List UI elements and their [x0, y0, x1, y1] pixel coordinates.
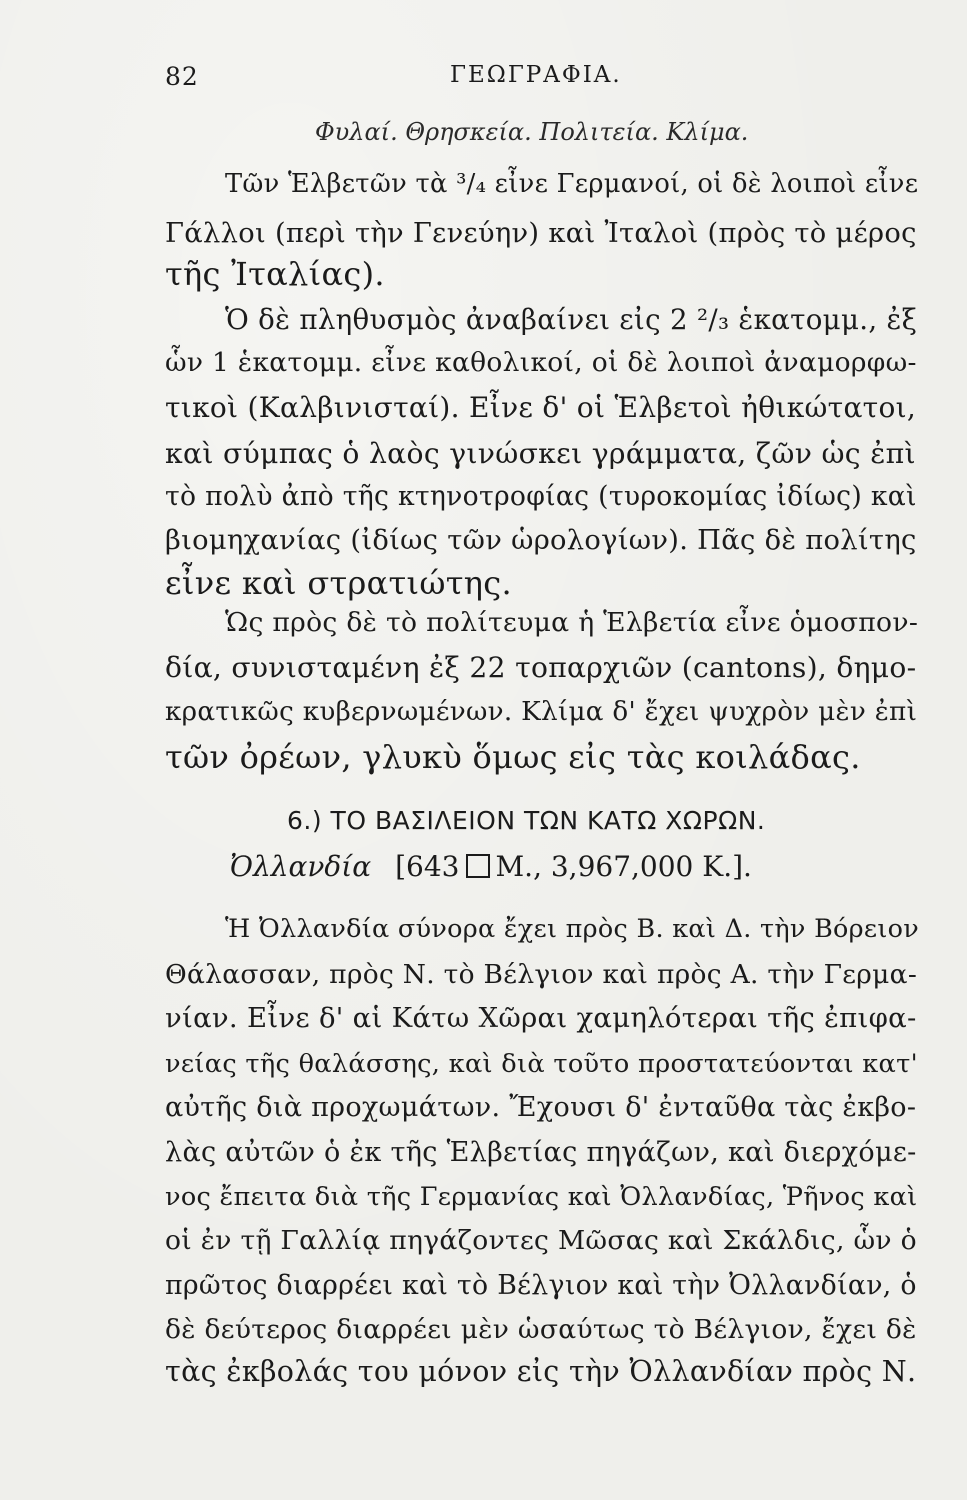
text-line: πρῶτος διαρρέει καὶ τὸ Βέλγιον καὶ τὴν Ὀλλανδίαν, ὁ: [165, 1270, 917, 1301]
text-line: τῶν ὀρέων, γλυκὺ ὅμως εἰς τὰς κοιλάδας.: [165, 738, 861, 776]
running-title: ΓΕΩΓΡΑΦΙΑ.: [450, 62, 622, 88]
country-name: Ὀλλανδία: [230, 850, 372, 883]
text-line: δὲ δεύτερος διαρρέει μὲν ὡσαύτως τὸ Βέλγιον, ἔχει δὲ: [165, 1314, 917, 1345]
section-title: 6.) ΤΟ ΒΑΣΙΛΕΙΟΝ ΤΩΝ ΚΑΤΩ ΧΩΡΩΝ.: [287, 806, 766, 835]
text-line: βιομηχανίας (ἰδίως τῶν ὡρολογίων). Πᾶς δὲ πολίτης: [165, 525, 917, 556]
square-miles-icon: [466, 854, 490, 878]
text-line: οἱ ἐν τῇ Γαλλίᾳ πηγάζοντες Μῶσας καὶ Σκάλδις, ὧν ὁ: [165, 1225, 917, 1256]
text-line: εἶνε καὶ στρατιώτης.: [165, 564, 512, 602]
text-line: Ἡ Ὀλλανδία σύνορα ἔχει πρὸς Β. καὶ Δ. τὴν Βόρειον: [225, 913, 920, 943]
page-header: [165, 62, 915, 98]
text-line: λὰς αὐτῶν ὁ ἐκ τῆς Ἑλβετίας πηγάζων, καὶ διερχόμε-: [165, 1137, 917, 1168]
text-line: αὐτῆς διὰ προχωμάτων. Ἔχουσι δ' ἐνταῦθα τὰς ἐκβο-: [165, 1092, 917, 1123]
text-line: νίαν. Εἶνε δ' αἱ Κάτω Χῶραι χαμηλότεραι τῆς ἐπιφα-: [165, 1002, 917, 1034]
text-line: Γάλλοι (περὶ τὴν Γενεύην) καὶ Ἰταλοὶ (πρὸς τὸ μέρος: [165, 218, 917, 249]
page-number: 82: [165, 62, 199, 91]
country-heading: [230, 850, 752, 883]
text-line: κρατικῶς κυβερνωμένων. Κλίμα δ' ἔχει ψυχρὸν μὲν ἐπὶ: [165, 697, 918, 727]
text-line: νείας τῆς θαλάσσης, καὶ διὰ τοῦτο προστατεύονται κατ': [165, 1049, 918, 1079]
text-line: τὰς ἐκβολάς του μόνον εἰς τὴν Ὀλλανδίαν πρὸς Ν.: [165, 1355, 917, 1388]
text-line: καὶ σύμπας ὁ λαὸς γινώσκει γράμματα, ζῶν ὡς ἐπὶ: [165, 437, 916, 470]
country-stats: M., 3,967,000 K.].: [495, 850, 752, 883]
text-line: νος ἔπειτα διὰ τῆς Γερμανίας καὶ Ὀλλανδίας, Ῥῆνος καὶ: [165, 1182, 918, 1212]
text-line: τῆς Ἰταλίας).: [165, 255, 385, 293]
subheading: Φυλαί. Θρησκεία. Πολιτεία. Κλίμα.: [315, 118, 749, 146]
text-line: τὸ πολὺ ἀπὸ τῆς κτηνοτροφίας (τυροκομίας ἰδίως) καὶ: [165, 481, 917, 512]
text-line: Ὡς πρὸς δὲ τὸ πολίτευμα ἡ Ἑλβετία εἶνε ὁμοσπον-: [225, 607, 919, 638]
text-line: Ὁ δὲ πληθυσμὸς ἀναβαίνει εἰς 2 ²/₃ ἑκατομμ., ἐξ: [225, 303, 918, 336]
text-line: Τῶν Ἑλβετῶν τὰ ³/₄ εἶνε Γερμανοί, οἱ δὲ λοιποὶ εἶνε: [225, 169, 919, 199]
text-line: δία, συνισταμένη ἐξ 22 τοπαρχιῶν (cantons), δημο-: [165, 651, 917, 684]
text-line: ὧν 1 ἑκατομμ. εἶνε καθολικοί, οἱ δὲ λοιποὶ ἀναμορφω-: [165, 347, 917, 378]
country-area: [643: [395, 850, 460, 883]
text-line: τικοὶ (Καλβινισταί). Εἶνε δ' οἱ Ἑλβετοὶ ἠθικώτατοι,: [165, 391, 917, 424]
text-line: Θάλασσαν, πρὸς Ν. τὸ Βέλγιον καὶ πρὸς Α. τὴν Γερμα-: [165, 959, 918, 990]
